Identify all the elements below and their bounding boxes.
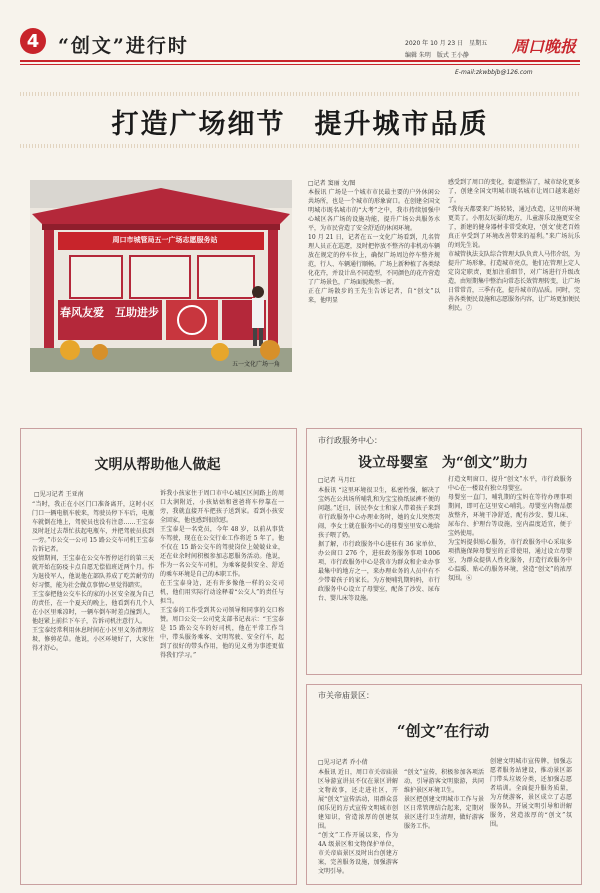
main-photo (30, 180, 292, 372)
masthead-rule-thin (20, 64, 580, 65)
masthead-rule (20, 60, 580, 62)
right-article-col-2: 打造文明窗口、提升“创文”水平，市行政服务中心在一楼设有独立母婴室。 母婴室一直门，哺乳期的宝妈在等待办理事项期间，即可在这里安心哺乳。母婴室内物品摆放整齐，环境干净舒适，配有沙发、婴儿床、尿布台、护理台等设施，室内温度适宜，便于宝妈使用。 为宝妈提供贴心服务，市行政服务中心采取多项措施保障母婴室的正常使用，通过设立母婴室，为群众提供人性化服务，打造行政服务中心温暖、贴心的服务环境，营造“创文”的浓厚氛围。⑥ (448, 476, 572, 582)
right-article-byline: □记者 马月红 (318, 477, 356, 484)
bottom-article-col-2: “创文”宣传，积极参加各项活动，引导游客文明旅游，共同维护景区环境卫生。 景区把创建文明城市工作与景区日常管理结合起来，定期对景区进行卫生清理，做好游客服务工作。 (404, 769, 484, 830)
left-article-col-2: 诉我小孩家住于周口市中心城区区间路上的周口大润附近，小孩姑姑和爸爸将车停靠在一旁，我就直接开车把孩子送到家。看到小孩安全回家，他也感到很欣慰。 王宝泰是一名党员，今年 48 岁，以前从事货车驾驶，现在在公交行业工作将近 5 年了。他不仅在 15 路公交车的驾驶岗位上兢兢业业，还在业余时间积极参加志愿服务活动。他说，作为一名公交车司机，为乘客提供安全、舒适的乘车环境是自己的本职工作。 在王宝泰身边，还有许多像他一样的公交司机，他们用实际行动诠释着“公交人”的责任与担当。 王宝泰的工作受到其公司领导和同事的交口称赞。周口公交一公司党支部书记表示：“王宝泰是 15 路公交车的好司机，他在平常工作当中，带头服务乘客、文明驾驶、安全行车，起到了很好的带头作用，他的见义勇为事迹更值得我们学习。” (160, 490, 284, 659)
left-article-col-1: “当时，我正在小区门口准备离开，这时小区门口一辆电瓶车驶来，驾驶员停下车后，电瓶车就倒在地上，驾驶员也没有注意……王宝泰及时赶过去帮忙扶起电瓶车，并把驾驶员扶到一旁。”市公交一公司 15 路公交车司机王宝泰告诉记者。 疫情期间，王宝泰在公交车暂停运行的第三天就开始在防疫卡点自愿无偿值班近两个月。作为退役军人，他说他在部队养成了吃苦耐劳的好习惯，能为社会做点事情心里觉得踏实。 王宝泰把他公交车长的家的小区安全视为自己的责任，在一个夏天的晚上，他看到有几个人在小区里乘凉时，一辆车倒车时差点撞到人，他赶紧上前拦下车子，告诉司机注意行人。 王宝泰经常利用休息时间在小区里义务清理垃圾，修剪花草。他说，小区环境好了，大家住得才舒心。 (32, 501, 154, 652)
main-article-col-2: 感受到了周口的变化，街道整洁了，城市绿化更多了，创建全国文明城市既名城市让周口越来越好了。 “我每天都要来广场转转，通过改造，这里的环境更美了。小朋友玩耍的地方，儿童游乐设施更安全了，新建的健身器材非常受欢迎，‘创文’使老百姓真正享受到了环境改善带来的福利。”来广场玩乐的刘先生说。 市城管执法支队综合管理大队负责人马伟介绍，为提升广场形象，打造城市亮点，他们在管理上定人定岗定职责，更加注重细节，对广场进行升级改造，由短期集中整治向常态长效管理转变，让广场日常常青，三季有花，提升城市的品质。同时，完善各类便民设施和志愿服务内容，让广场更加便民利民。⑦ (448, 179, 580, 312)
headline-bottom-stripe (20, 144, 580, 148)
page-number: 4 (26, 30, 40, 52)
pavilion-slogan: 春风友爱 互助进步 (60, 306, 159, 319)
bottom-article-kicker: 市关帝庙景区： (318, 691, 374, 700)
main-article-col-1: 本报讯 广场是一个城市市民最主要的户外休闲公共场所，也是一个城市的形象窗口。在创建全国文明城市既名城市的“大考”之中，我市持续加强中心城区各广场的设施功能，提升广场公共服务水平，为市民营造了安全舒适的休闲环境。 10 月 21 日，记者在五一文化广场看到，几名管理人员正在巡逻，及时把停放不整齐的非机动车辆放在规定的停车位上，确保广场周边停车整齐规范，行人、车辆通行顺畅。广场上新种植了各类绿化花卉，并设计出不同造型，不同颜色的花卉营造了广场景色，广场面貌焕然一新。 正在广场散步的王先生告诉记者，自“创文”以来，他明显 (308, 189, 440, 304)
page-number-badge (20, 28, 46, 54)
contact-email: E-mail:zkwbbjb@126.com (455, 69, 533, 76)
pavilion-illustration (30, 180, 292, 372)
left-article-byline: □见习记者 王亚南 (34, 491, 84, 498)
left-article-title: 文明从帮助他人做起 (94, 457, 221, 473)
main-byline: □记者 窦丽 文/图 (308, 180, 356, 187)
bottom-article-col-3: 创建文明城市宣传牌，加强志愿者服务站建设，推动景区部门带头垃圾分类，还加强志愿者培训。全面提升服务质量，为方便游客，景区成立了志愿服务队，开展文明引导和讲解服务，营造浓厚的“创文”氛围。 (490, 758, 572, 828)
pavilion-sign-text: 周口市城管局五一广场志愿服务站 (112, 236, 218, 244)
photo-caption: 五一文化广场一角 (231, 361, 280, 368)
bottom-article-byline: □见习记者 乔小倩 (318, 759, 368, 766)
right-article-col-1: 本报讯 “这里环境很卫生，私密性强，解决了宝妈在公共场所哺乳和为宝宝换纸尿裤不便的问题。”近日，居民李女士和家人带着孩子来到市行政服务中心办理业务时，她的女儿突然哭闹，李女士就在服务中心的母婴室里安心地给孩子喂了奶。 据了解，市行政服务中心进驻有 36 家单位、办公窗口 276 个，进驻政务服务事项 1006 项，市行政服务中心是我市为群众和企业办事最集中的地方之一，来办理业务的人员中有不少带着孩子的家长。为方便哺乳期妈妈，市行政服务中心设立了母婴室，配备了沙发、尿布台、婴儿床等设施。 (318, 487, 440, 602)
issue-date: 2020 年 10 月 23 日 星期五 (405, 40, 488, 47)
section-title: “创文”进行时 (58, 35, 189, 57)
right-article-kicker: 市行政服务中心： (318, 436, 382, 445)
right-article-title: 设立母婴室 为“创文”助力 (357, 455, 529, 471)
headline-top-stripe (20, 92, 580, 96)
main-headline: 打造广场细节 提升城市品质 (111, 109, 489, 140)
bottom-article-col-1: 本报讯 近日，周口市关帝庙景区导游宣讲员不仅在景区讲解文物故事，还走进社区，开展“创文”宣传活动，用群众喜闻乐见的方式宣传文明城市创建知识，营造浓厚的创建氛围。 “创文”工作开展以来，作为 4A 级景区和文物保护单位，市关帝庙景区及时出台创建方案，完善服务设施，加强游客文明引导。 (318, 769, 398, 875)
bottom-article-title: “创文”在行动 (396, 722, 490, 740)
editor-credit: 编辑 朱明 版式 王小静 (405, 52, 469, 59)
paper-logo: 周口晚报 (512, 37, 577, 56)
